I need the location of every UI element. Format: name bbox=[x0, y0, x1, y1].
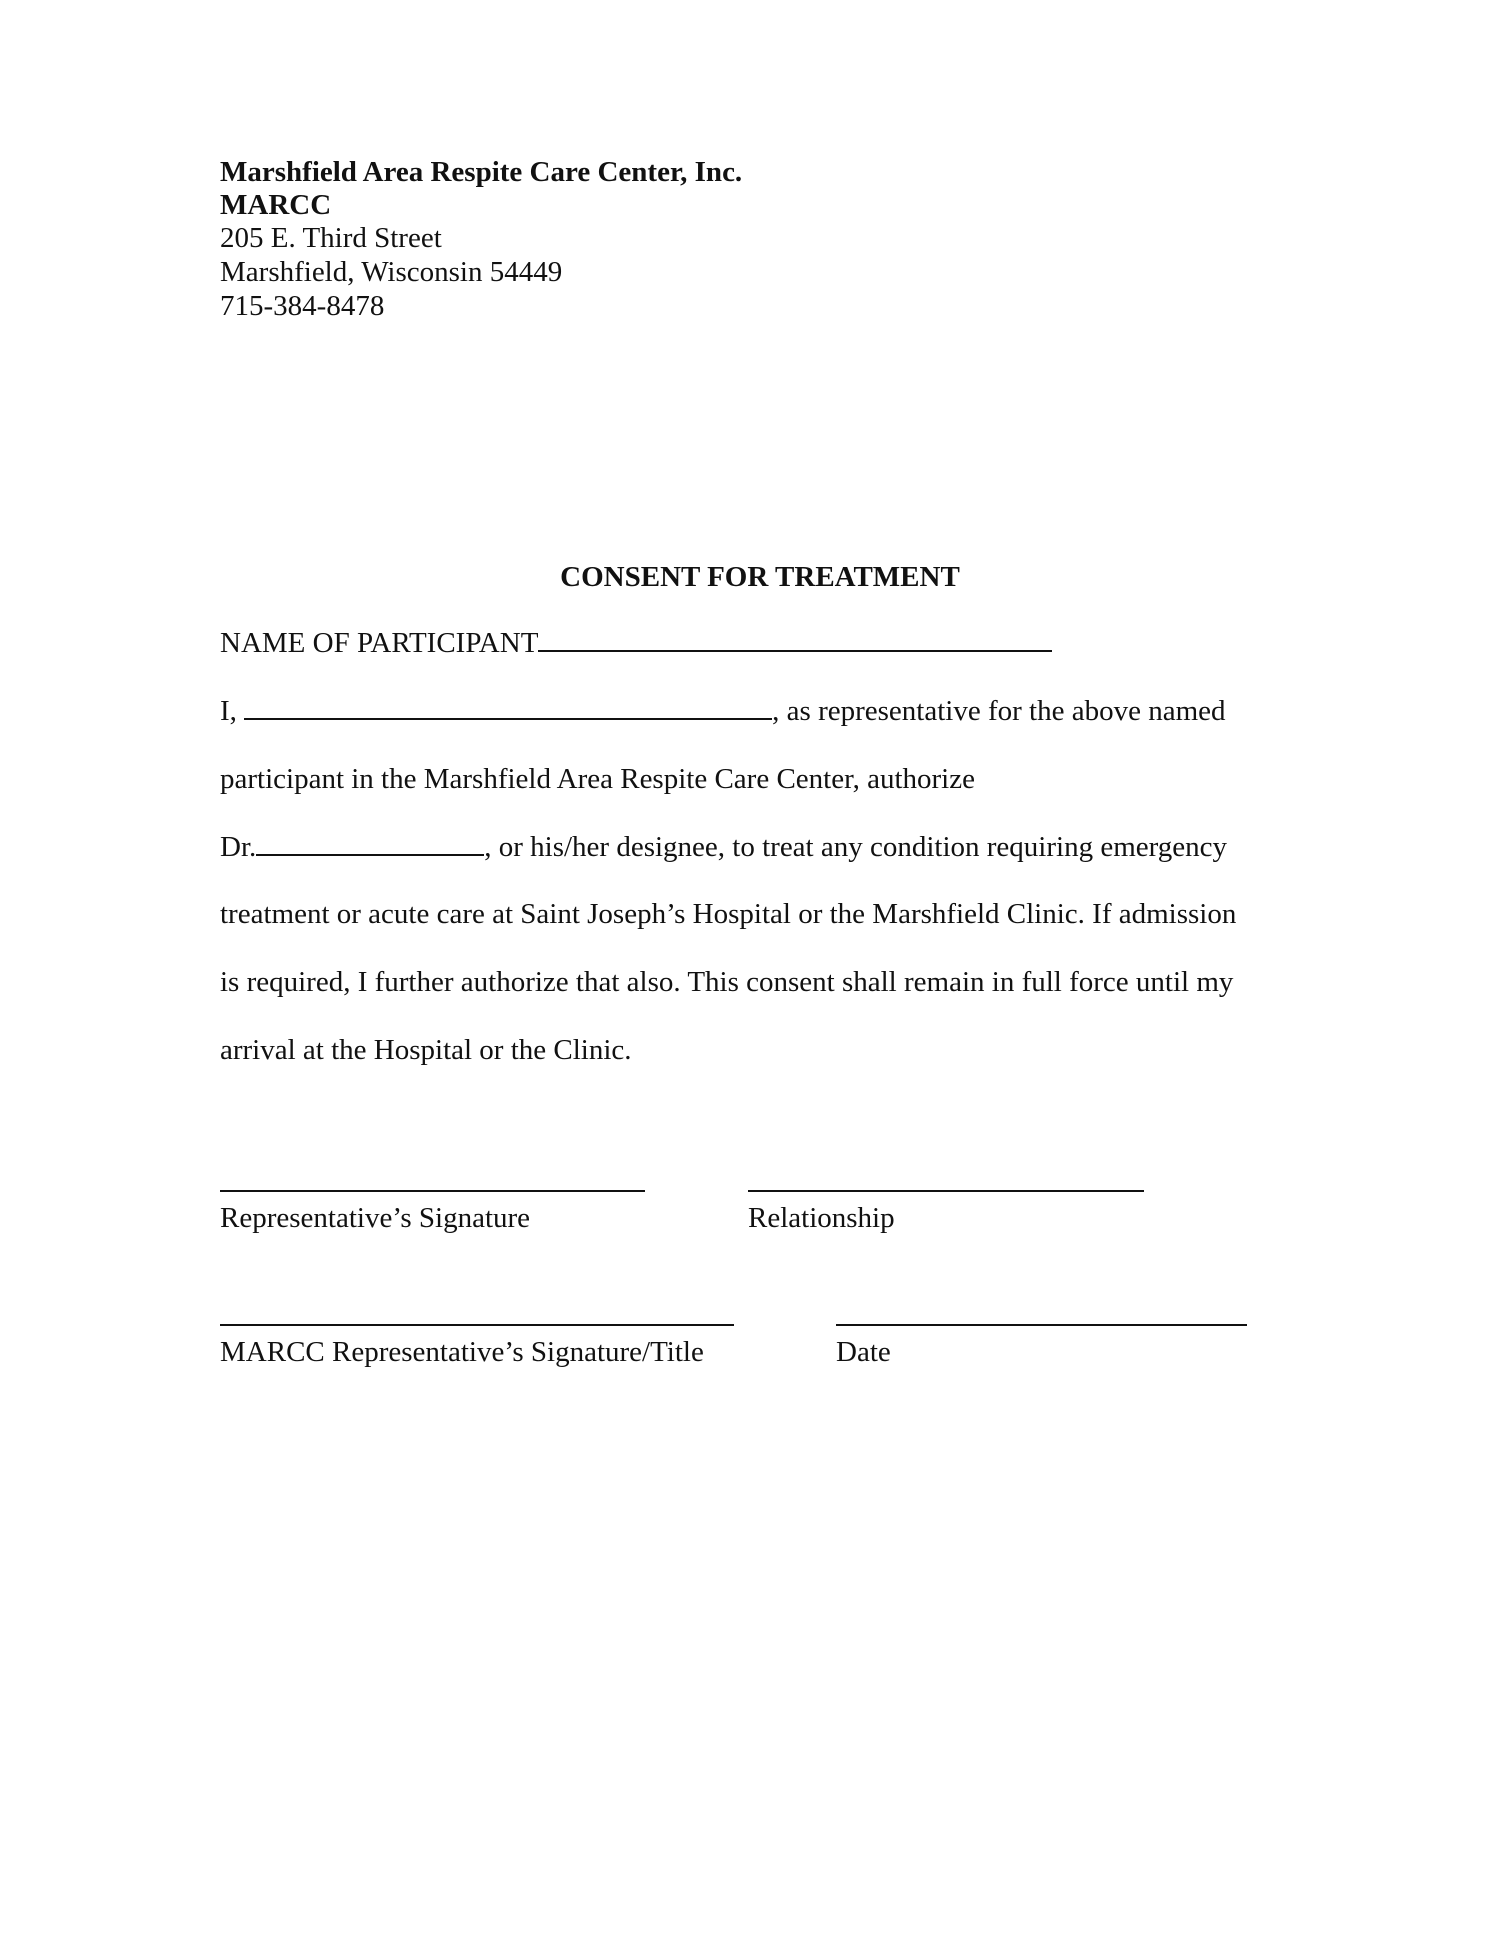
relationship-line[interactable] bbox=[748, 1190, 1144, 1192]
relationship-label: Relationship bbox=[748, 1202, 895, 1234]
org-acronym: MARCC bbox=[220, 189, 332, 221]
org-city: Marshfield, Wisconsin 54449 bbox=[220, 256, 563, 288]
participant-label: NAME OF PARTICIPANT bbox=[220, 627, 539, 659]
body-line-2: participant in the Marshfield Area Respite Care Center, authorize bbox=[220, 763, 975, 795]
date-line[interactable] bbox=[836, 1324, 1247, 1326]
body-line-5: is required, I further authorize that also. This consent shall remain in full force until my bbox=[220, 966, 1234, 998]
participant-name-row bbox=[220, 626, 1052, 660]
rep-signature-label: Representative’s Signature bbox=[220, 1202, 531, 1234]
org-street: 205 E. Third Street bbox=[220, 222, 442, 254]
org-phone: 715-384-8478 bbox=[220, 290, 385, 322]
date-label: Date bbox=[836, 1336, 891, 1368]
representative-name-field[interactable] bbox=[244, 696, 772, 720]
marcc-signature-line[interactable] bbox=[220, 1324, 734, 1326]
marcc-signature-label: MARCC Representative’s Signature/Title bbox=[220, 1336, 704, 1368]
participant-name-field[interactable] bbox=[538, 628, 1052, 652]
org-name: Marshfield Area Respite Care Center, Inc. bbox=[220, 156, 743, 188]
rep-signature-line[interactable] bbox=[220, 1190, 645, 1192]
body-line-6: arrival at the Hospital or the Clinic. bbox=[220, 1034, 632, 1066]
body-line-4: treatment or acute care at Saint Joseph’s Hospital or the Marshfield Clinic. If admission bbox=[220, 898, 1237, 930]
body-line-3: Dr. , or his/her designee, to treat any condition requiring emergency bbox=[220, 831, 1228, 863]
body-line-1: I, , as representative for the above named bbox=[220, 695, 1226, 727]
form-title: CONSENT FOR TREATMENT bbox=[560, 561, 960, 593]
doctor-name-field[interactable] bbox=[256, 832, 484, 856]
